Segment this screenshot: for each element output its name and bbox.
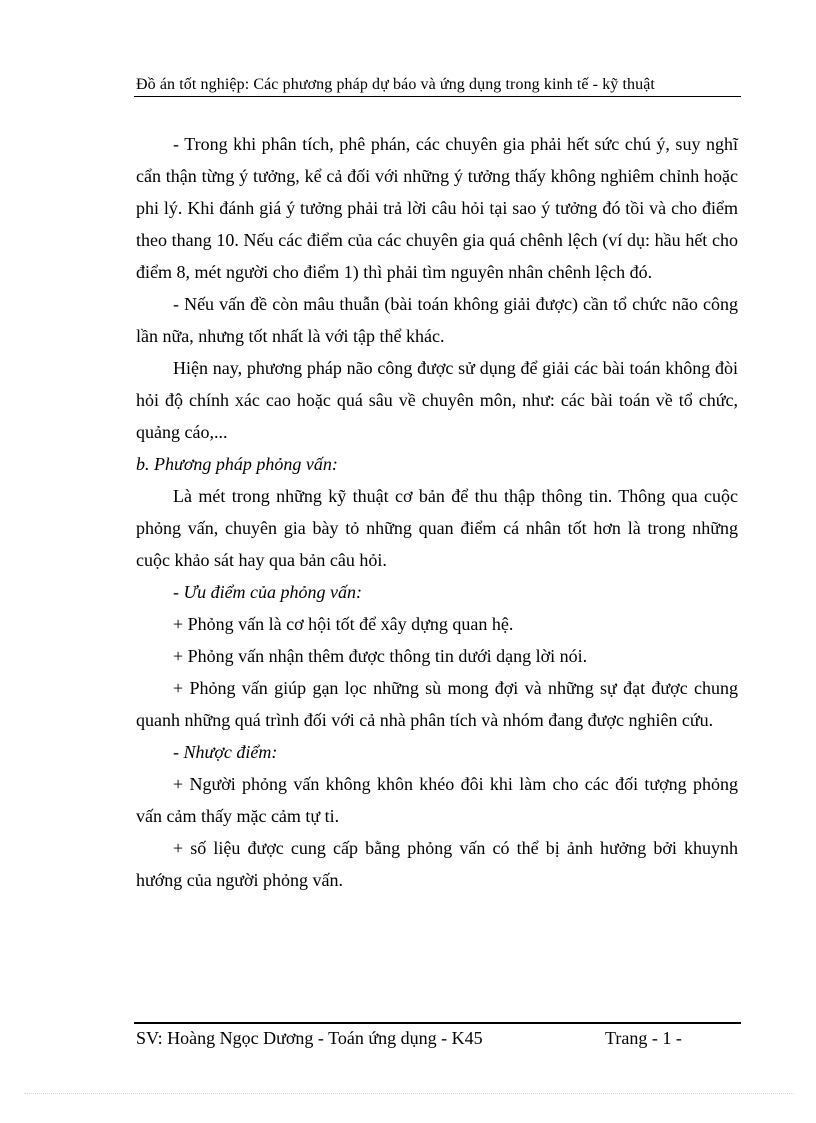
paragraph-interview-intro: Là mét trong những kỹ thuật cơ bản để thu thập thông tin. Thông qua cuộc phỏng vấn, chuyên gia bày tỏ những quan điểm cá nhân tốt hơn là trong những cuộc khảo sát hay qua bản câu hỏi. [136, 486, 738, 570]
subheading-disadvantages: - Nhược điểm: [173, 742, 278, 762]
paragraph-conflict: - Nếu vấn đề còn mâu thuẫn (bài toán không giải được) cần tổ chức não công lần nữa, nhưng tốt nhất là với tập thể khác. [136, 294, 738, 346]
list-item-disadvantage-2: + số liệu được cung cấp bằng phỏng vấn có thể bị ảnh hưởng bởi khuynh hướng của người phỏng vấn. [136, 838, 738, 890]
list-item-disadvantage-1: + Người phỏng vấn không khôn khéo đôi khi làm cho các đối tượng phỏng vấn cảm thấy mặc cảm tự ti. [136, 774, 738, 826]
list-item-advantage-1: + Phỏng vấn là cơ hội tốt để xây dựng quan hệ. [173, 614, 514, 634]
document-body [136, 128, 738, 896]
section-heading-interview: b. Phương pháp phỏng vấn: [136, 454, 338, 474]
paragraph-critique: - Trong khi phân tích, phê phán, các chuyên gia phải hết sức chú ý, suy nghĩ cẩn thận từng ý tưởng, kể cả đối với những ý tưởng thấy không nghiêm chỉnh hoặc phi lý. Khi đánh giá ý tưởng phải trả lời câu hỏi tại sao ý tưởng đó tồi và cho điểm theo thang 10. Nếu các điểm của các chuyên gia quá chênh lệch (ví dụ: hầu hết cho điểm 8, mét người cho điểm 1) thì phải tìm nguyên nhân chênh lệch đó. [136, 134, 738, 282]
page-header-title: Đồ án tốt nghiệp: Các phương pháp dự báo và ứng dụng trong kinh tế - kỹ thuật [136, 76, 655, 93]
subheading-advantages: - Ưu điểm của phỏng vấn: [173, 582, 363, 602]
footer-page-number: Trang - 1 - [605, 1028, 682, 1048]
header-divider [134, 96, 741, 97]
list-item-advantage-2: + Phỏng vấn nhận thêm được thông tin dưới dạng lời nói. [173, 646, 588, 666]
footer-student-info: SV: Hoàng Ngọc Dương - Toán ứng dụng - K45 [136, 1028, 483, 1048]
paragraph-brainstorm-usage: Hiện nay, phương pháp não công được sử dụng để giải các bài toán không đòi hỏi độ chính xác cao hoặc quá sâu về chuyên môn, như: các bài toán về tổ chức, quảng cáo,... [136, 358, 738, 442]
page-edge-divider [24, 1093, 794, 1094]
footer-divider [134, 1022, 741, 1024]
list-item-advantage-3: + Phỏng vấn giúp gạn lọc những sù mong đợi và những sự đạt được chung quanh những quá trình đối với cả nhà phân tích và nhóm đang được nghiên cứu. [136, 678, 738, 730]
